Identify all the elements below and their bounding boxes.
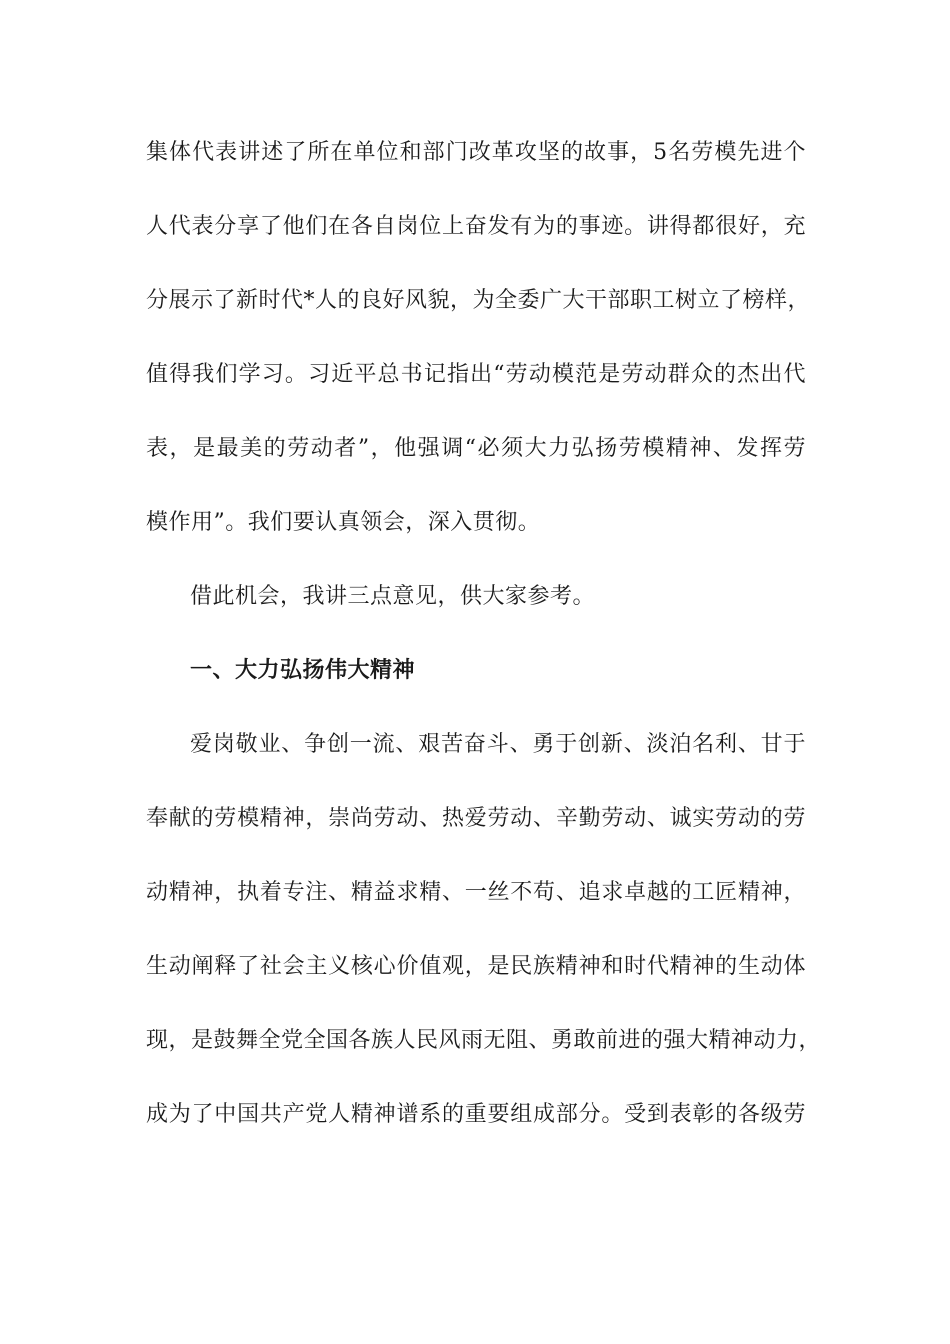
paragraph-line: 集体代表讲述了所在单位和部门改革攻坚的故事，5名劳模先进个 xyxy=(146,140,806,165)
paragraph-line: 爱岗敬业、争创一流、艰苦奋斗、勇于创新、淡泊名利、甘于 xyxy=(190,732,806,757)
paragraph-line: 人代表分享了他们在各自岗位上奋发有为的事迹。讲得都很好，充 xyxy=(146,214,806,239)
paragraph-line: 奉献的劳模精神，崇尚劳动、热爱劳动、辛勤劳动、诚实劳动的劳 xyxy=(146,806,806,831)
section-heading: 一、大力弘扬伟大精神 xyxy=(190,658,416,683)
paragraph-line: 模作用”。我们要认真领会，深入贯彻。 xyxy=(146,510,541,535)
paragraph-line: 表，是最美的劳动者”，他强调“必须大力弘扬劳模精神、发挥劳 xyxy=(146,436,806,461)
paragraph-line: 现，是鼓舞全党全国各族人民风雨无阻、勇敢前进的强大精神动力， xyxy=(146,1028,822,1053)
paragraph-line: 分展示了新时代*人的良好风貌，为全委广大干部职工树立了榜样， xyxy=(146,288,811,313)
paragraph-line: 成为了中国共产党人精神谱系的重要组成部分。受到表彰的各级劳 xyxy=(146,1102,806,1127)
paragraph-line: 值得我们学习。习近平总书记指出“劳动模范是劳动群众的杰出代 xyxy=(146,362,806,387)
paragraph-line: 动精神，执着专注、精益求精、一丝不苟、追求卓越的工匠精神， xyxy=(146,880,806,905)
paragraph-line: 借此机会，我讲三点意见，供大家参考。 xyxy=(190,584,596,609)
paragraph-line: 生动阐释了社会主义核心价值观，是民族精神和时代精神的生动体 xyxy=(146,954,806,979)
